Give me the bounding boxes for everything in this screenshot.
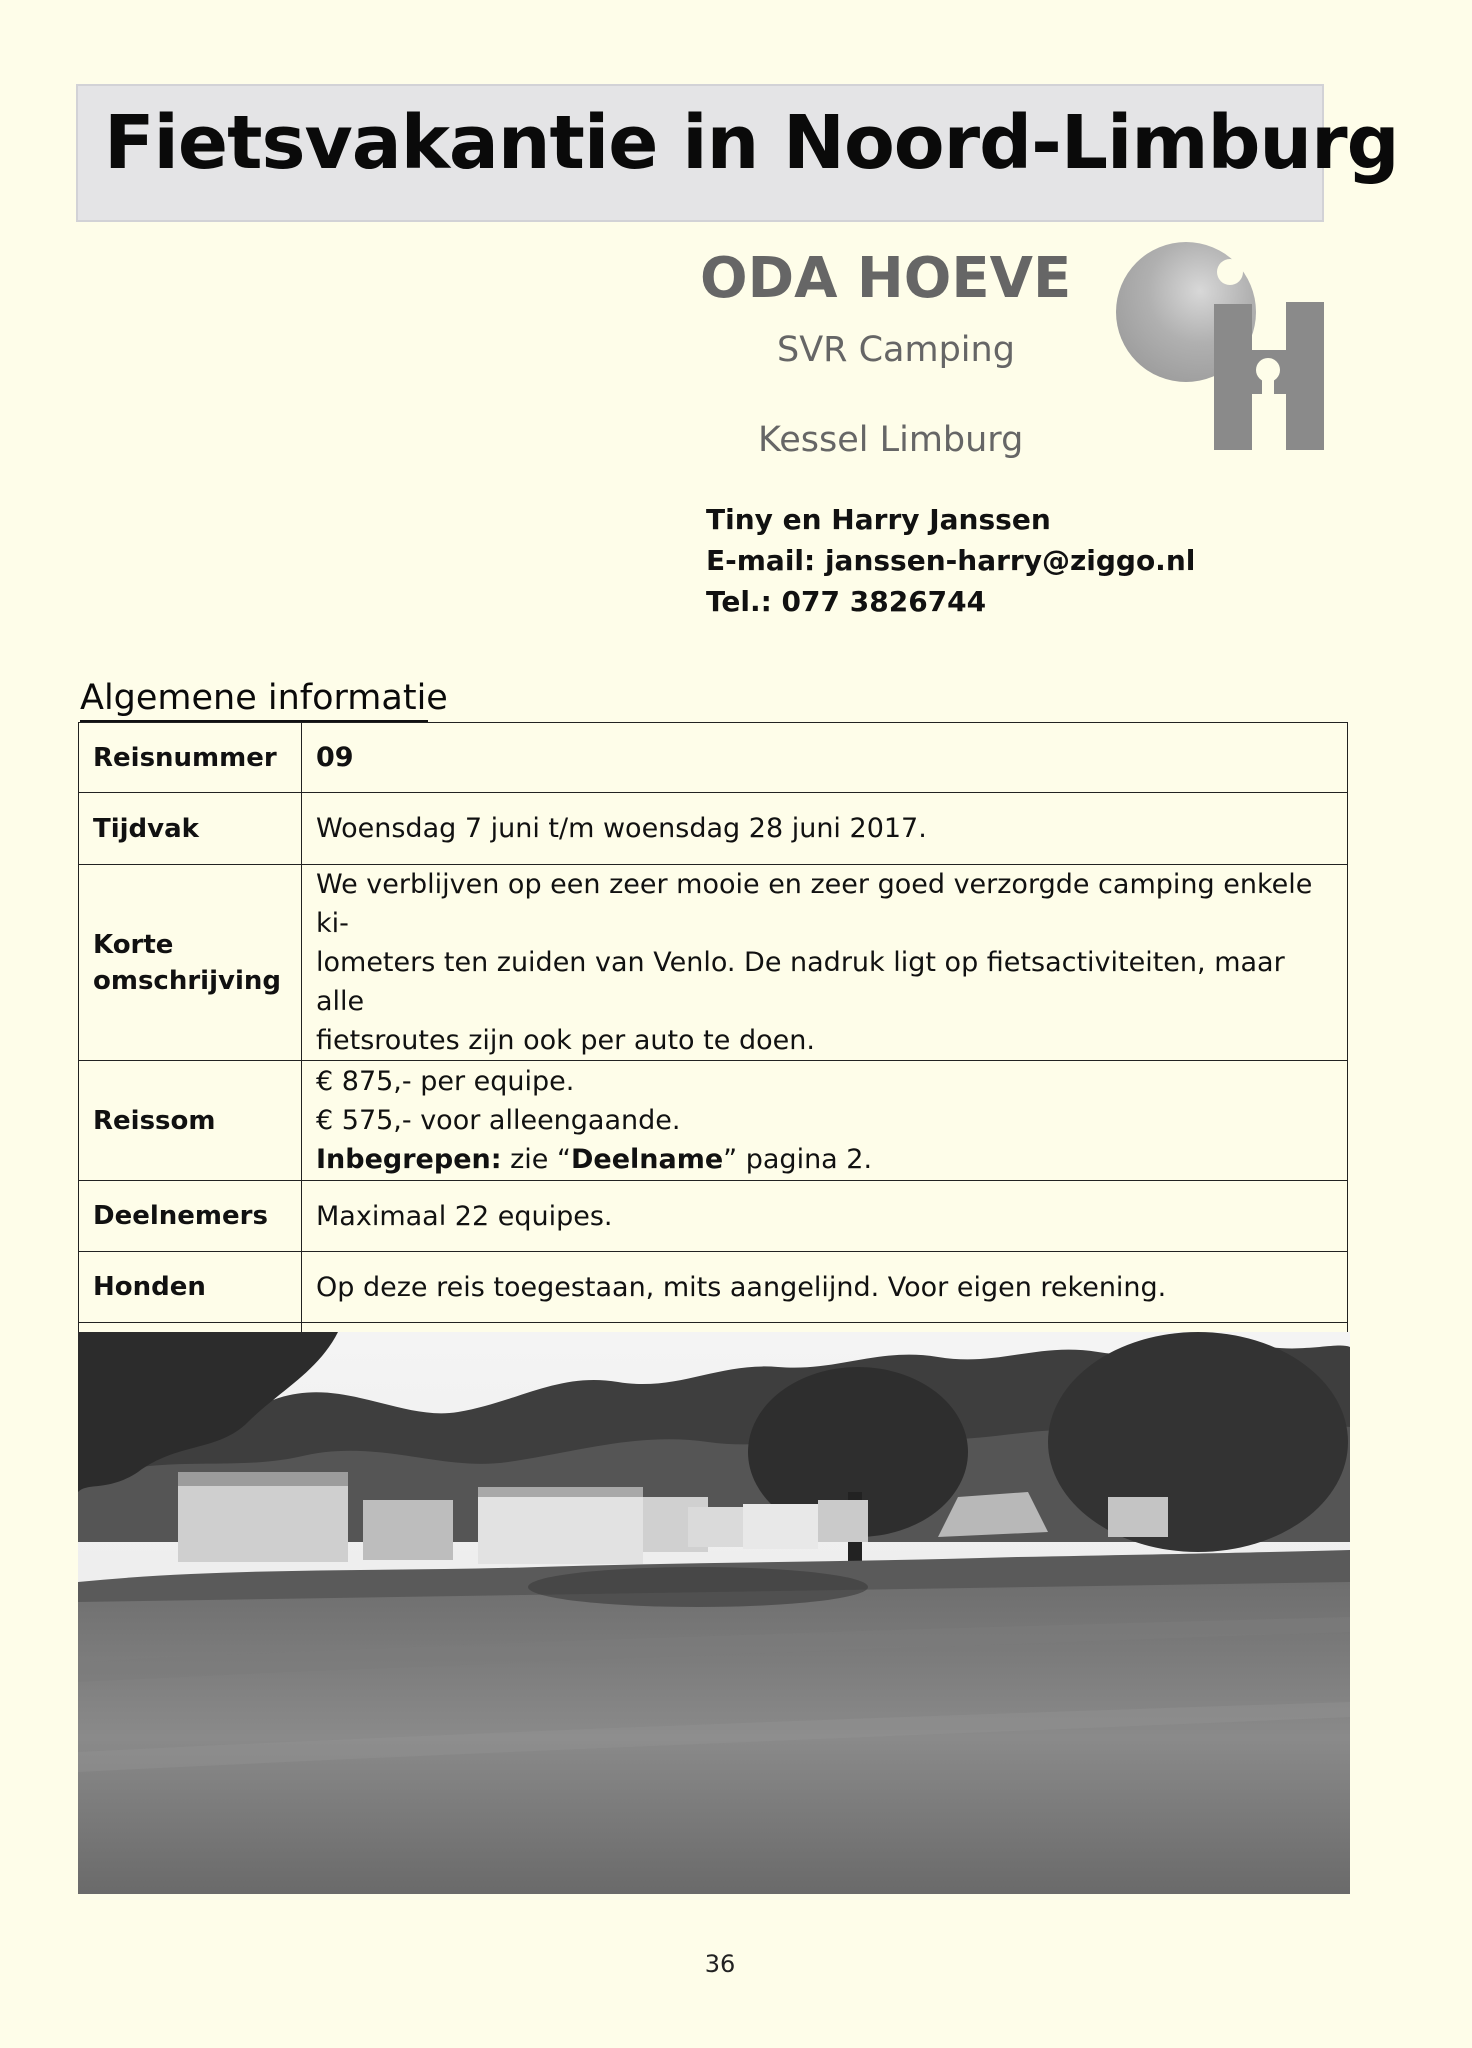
row-value (302, 865, 1348, 1061)
row-label: Honden (79, 1252, 302, 1323)
table-row (79, 723, 1348, 793)
row-value: Op deze reis toegestaan, mits aangelijnd. Voor eigen rekening. (302, 1252, 1348, 1323)
brand-name: ODA HOEVE (700, 246, 1072, 311)
row-label-line: Korte (93, 929, 174, 960)
price-equipe: € 875,- per equipe. (316, 1066, 575, 1097)
included-pre: zie “ (501, 1144, 571, 1175)
contact-phone: Tel.: 077 3826744 (706, 585, 987, 618)
row-value (302, 1061, 1348, 1181)
table-row (79, 793, 1348, 865)
included-post: ” pagina 2. (723, 1144, 873, 1175)
price-single: € 575,- voor alleengaande. (316, 1105, 681, 1136)
included-link-text: Deelname (570, 1144, 724, 1175)
table-row (79, 1061, 1348, 1181)
row-value: 09 (302, 723, 1348, 793)
included-label: Inbegrepen: (316, 1144, 502, 1175)
description-line: fietsroutes zijn ook per auto te doen. (316, 1025, 815, 1056)
row-label: Deelnemers (79, 1181, 302, 1252)
campsite-photo (78, 1332, 1350, 1894)
info-table (78, 722, 1348, 1401)
section-heading: Algemene informatie (80, 678, 448, 718)
row-label: Reissom (79, 1061, 302, 1181)
description-line: lometers ten zuiden van Venlo. De nadruk ligt op fietsactiviteiten, maar alle (316, 947, 1285, 1017)
description-line: We verblijven op een zeer mooie en zeer goed verzorgde camping enkele ki- (316, 869, 1313, 939)
page-number: 36 (704, 1950, 736, 1978)
row-value: Maximaal 22 equipes. (302, 1181, 1348, 1252)
table-row (79, 1181, 1348, 1252)
row-label-line: omschrijving (93, 965, 281, 996)
row-value: Woensdag 7 juni t/m woensdag 28 juni 2017. (302, 793, 1348, 865)
row-label: Reisnummer (79, 723, 302, 793)
title-banner (76, 84, 1399, 222)
table-row (79, 1252, 1348, 1323)
page-title: Fietsvakantie in Noord-Limburg (104, 100, 1399, 186)
row-label: Tijdvak (79, 793, 302, 865)
row-label (79, 865, 302, 1061)
included-line (316, 1140, 1337, 1179)
brand-subtitle: SVR Camping (777, 330, 1015, 370)
oda-hoeve-logo-icon (1104, 242, 1334, 454)
table-row (79, 865, 1348, 1061)
contact-email: E-mail: janssen-harry@ziggo.nl (706, 544, 1196, 577)
contact-names: Tiny en Harry Janssen (706, 503, 1051, 536)
brand-location: Kessel Limburg (758, 420, 1024, 460)
